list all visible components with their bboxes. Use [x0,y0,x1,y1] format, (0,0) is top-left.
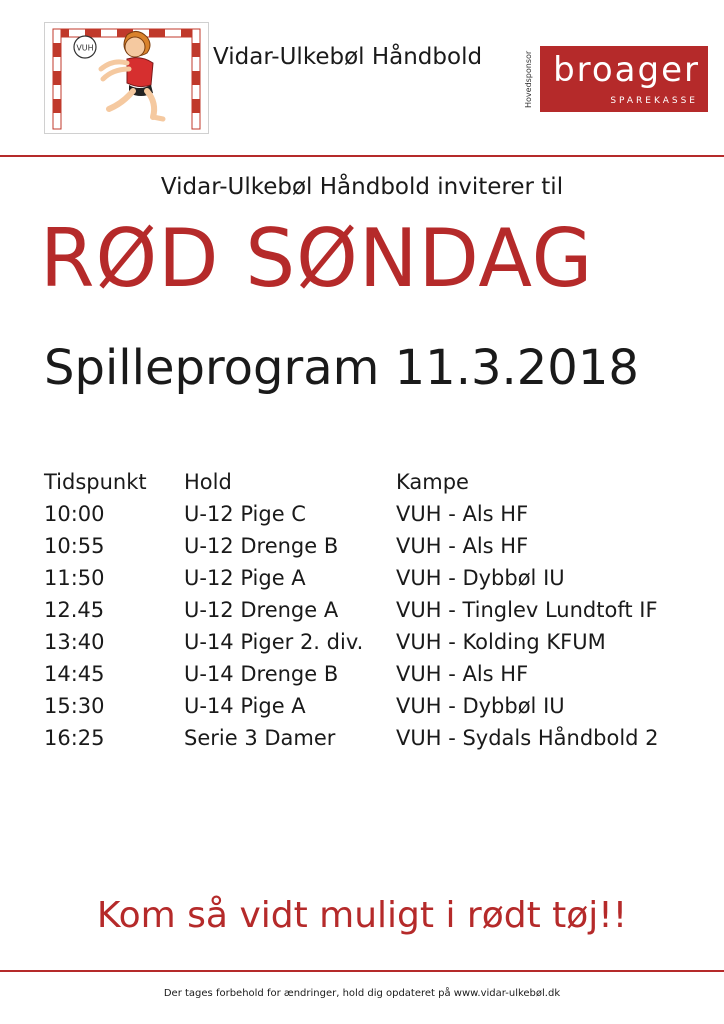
row-time: 10:55 [44,534,105,558]
club-logo [44,22,209,134]
row-time: 13:40 [44,630,105,654]
ball-icon [74,36,96,58]
row-team: U-12 Pige C [184,502,306,526]
schedule-row [44,630,704,662]
row-team: U-12 Drenge B [184,534,339,558]
sponsor-subtitle: SPAREKASSE [610,96,698,106]
schedule-row [44,502,704,534]
row-time: 10:00 [44,502,105,526]
handball-goal-mascot-icon [45,23,208,133]
club-name: Vidar-Ulkebøl Håndbold [213,44,483,70]
column-header-time: Tidspunkt [44,470,147,494]
program-title: Spilleprogram 11.3.2018 [44,340,639,396]
bottom-divider [0,970,724,972]
column-header-match: Kampe [396,470,469,494]
row-match: VUH - Sydals Håndbold 2 [396,726,659,750]
call-to-action: Kom så vidt muligt i rødt tøj!! [96,895,628,936]
row-team: Serie 3 Damer [184,726,336,750]
row-match: VUH - Dybbøl IU [396,694,565,718]
row-match: VUH - Kolding KFUM [396,630,606,654]
row-time: 12.45 [44,598,105,622]
footer-disclaimer: Der tages forbehold for ændringer, hold dig opdateret på www.vidar-ulkebøl.dk [163,988,561,999]
row-team: U-14 Drenge B [184,662,339,686]
row-time: 16:25 [44,726,105,750]
row-match: VUH - Als HF [396,534,529,558]
invite-line: Vidar-Ulkebøl Håndbold inviterer til [160,174,564,200]
schedule-row [44,534,704,566]
row-match: VUH - Dybbøl IU [396,566,565,590]
schedule-header-row [44,470,704,502]
column-header-team: Hold [184,470,232,494]
sponsor-name: broager [553,50,700,90]
row-time: 14:45 [44,662,105,686]
row-team: U-12 Drenge A [184,598,339,622]
row-match: VUH - Tinglev Lundtoft IF [396,598,658,622]
sponsor-logo [540,46,708,112]
schedule-row [44,598,704,630]
schedule-row [44,566,704,598]
schedule-row [44,726,704,758]
svg-text:VUH: VUH [76,43,94,53]
row-team: U-14 Pige A [184,694,306,718]
schedule-row [44,662,704,694]
top-divider [0,155,724,157]
row-team: U-14 Piger 2. div. [184,630,364,654]
row-match: VUH - Als HF [396,662,529,686]
event-headline: RØD SØNDAG [40,212,594,305]
row-time: 15:30 [44,694,105,718]
row-team: U-12 Pige A [184,566,306,590]
sponsor-label: Hovedsponsor [524,50,533,108]
schedule-row [44,694,704,726]
row-match: VUH - Als HF [396,502,529,526]
mascot-icon [101,31,163,119]
schedule-table [44,470,704,758]
row-time: 11:50 [44,566,105,590]
